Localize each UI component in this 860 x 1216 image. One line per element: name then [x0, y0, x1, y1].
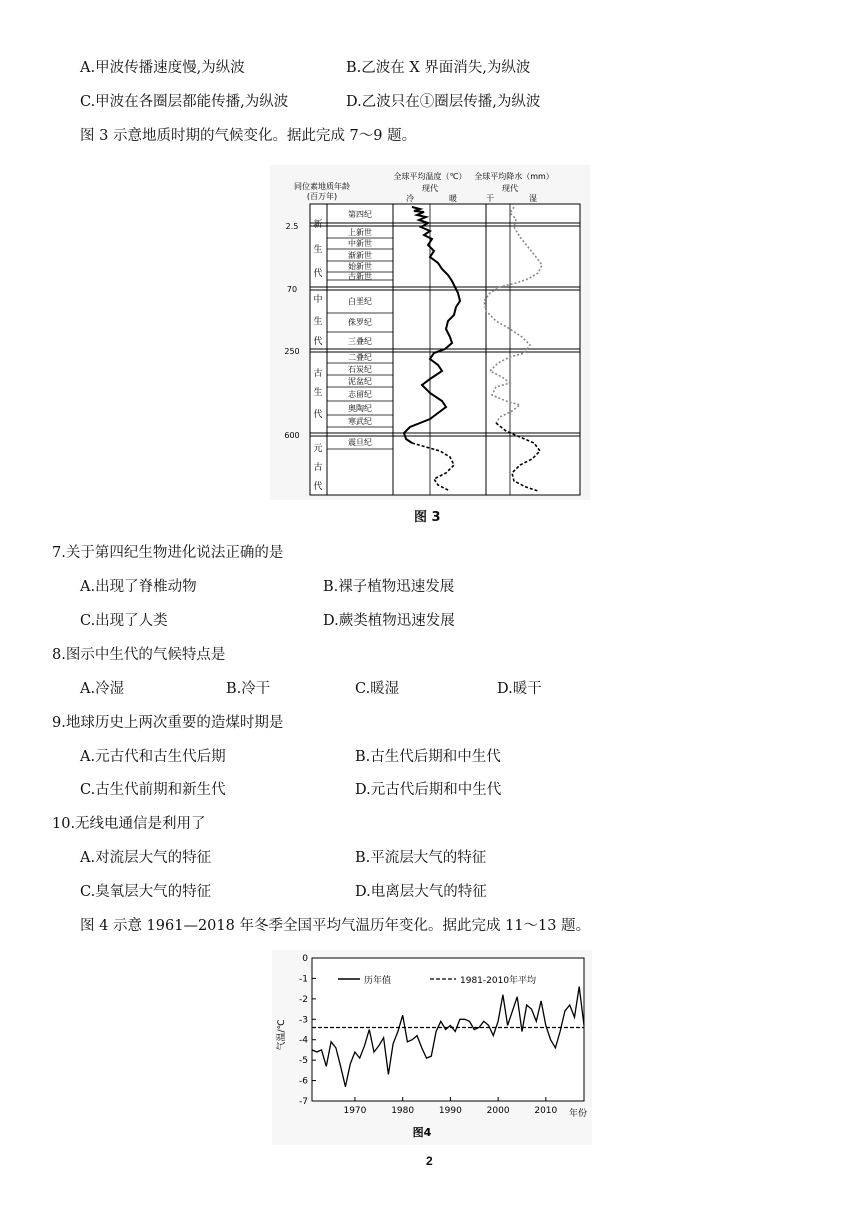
figure3-svg — [270, 165, 590, 500]
figure3-caption: 图 3 — [414, 510, 441, 525]
figure4-svg — [272, 950, 592, 1145]
x-tick-label: 1990 — [438, 1106, 462, 1116]
q7-option-a: A.出现了脊椎动物 — [80, 579, 197, 595]
y-tick-label: -7 — [299, 1097, 308, 1107]
q8-option-b: B.冷干 — [226, 681, 271, 697]
q8-option-c: C.暖湿 — [355, 681, 400, 697]
x-tick-label: 1970 — [343, 1106, 367, 1116]
era-char: 生 — [313, 245, 323, 255]
x-tick-label: 2010 — [534, 1106, 558, 1116]
x-axis-label: 年份 — [568, 1109, 588, 1119]
q6-option-b: B.乙波在 X 界面消失,为纵波 — [346, 60, 531, 76]
legend-dashed-label: 1981-2010年平均 — [460, 976, 537, 986]
era-char: 古 — [313, 369, 323, 379]
wet-label: 湿 — [529, 194, 537, 203]
q10-option-c: C.臭氧层大气的特征 — [80, 884, 212, 900]
age-label: 600 — [284, 431, 300, 440]
q8-option-a: A.冷湿 — [80, 681, 125, 697]
q10-stem: 10.无线电通信是利用了 — [52, 816, 206, 832]
period-label: 侏罗纪 — [348, 318, 372, 327]
era-char: 中 — [313, 295, 323, 305]
period-label: 二叠纪 — [348, 353, 372, 362]
period-label: 寒武纪 — [348, 417, 372, 426]
q7-option-b: B.裸子植物迅速发展 — [323, 579, 455, 595]
dry-label: 干 — [486, 194, 494, 203]
q6-option-a: A.甲波传播速度慢,为纵波 — [80, 60, 245, 76]
q7-option-c: C.出现了人类 — [80, 613, 168, 629]
y-tick-label: -1 — [299, 974, 308, 985]
age-header-1: 同位素地质年龄 — [294, 182, 350, 191]
y-tick-label: -4 — [299, 1035, 308, 1046]
period-label: 震旦纪 — [348, 438, 372, 447]
q9-option-a: A.元古代和古生代后期 — [80, 749, 226, 765]
q7-option-d: D.蕨类植物迅速发展 — [323, 613, 455, 629]
x-tick-label: 1980 — [391, 1106, 415, 1116]
cold-label: 冷 — [406, 194, 414, 203]
y-tick-label: 0 — [302, 954, 308, 964]
q10-option-a: A.对流层大气的特征 — [80, 850, 212, 866]
q10-option-d: D.电离层大气的特征 — [355, 884, 487, 900]
period-label: 石炭纪 — [348, 365, 372, 374]
y-tick-label: -6 — [299, 1076, 308, 1087]
period-label: 奥陶纪 — [348, 404, 372, 413]
figure3-intro: 图 3 示意地质时期的气候变化。据此完成 7～9 题。 — [80, 128, 417, 144]
q9-option-d: D.元古代后期和中生代 — [355, 782, 502, 798]
era-char: 古 — [313, 463, 323, 473]
figure4-chart — [272, 950, 592, 1145]
warm-label: 暖 — [449, 194, 457, 203]
page-number: 2 — [426, 1154, 433, 1168]
period-label: 始新世 — [348, 262, 372, 271]
era-char: 生 — [313, 317, 323, 327]
period-label: 三叠纪 — [348, 337, 372, 346]
period-label: 白垩纪 — [348, 297, 372, 306]
era-char: 代 — [313, 269, 323, 279]
period-label: 古新世 — [348, 272, 372, 281]
precip-header: 全球平均降水（mm） — [474, 172, 554, 181]
age-label: 2.5 — [285, 222, 299, 231]
era-char: 元 — [313, 444, 323, 454]
y-tick-label: -2 — [299, 994, 308, 1005]
era-char: 代 — [313, 337, 323, 347]
temp-header: 全球平均温度（℃） — [393, 172, 467, 181]
age-label: 70 — [286, 285, 298, 294]
q9-option-b: B.古生代后期和中生代 — [355, 749, 501, 765]
period-label: 上新世 — [348, 228, 372, 237]
age-label: 250 — [284, 347, 300, 356]
figure4-caption: 图4 — [412, 1126, 432, 1139]
period-label: 中新世 — [348, 239, 372, 248]
q6-option-d: D.乙波只在①圈层传播,为纵波 — [346, 94, 541, 110]
precip-now-label: 现代 — [502, 184, 518, 193]
q8-option-d: D.暖干 — [497, 681, 542, 697]
figure3-geologic-climate — [270, 165, 590, 500]
q10-option-b: B.平流层大气的特征 — [355, 850, 487, 866]
q6-option-c: C.甲波在各圈层都能传播,为纵波 — [80, 94, 289, 110]
era-char: 代 — [313, 482, 323, 492]
y-tick-label: -3 — [299, 1015, 308, 1026]
period-label: 第四纪 — [348, 210, 372, 219]
q8-stem: 8.图示中生代的气候特点是 — [52, 647, 226, 663]
era-char: 生 — [313, 388, 323, 398]
period-label: 渐新世 — [348, 251, 372, 260]
y-axis-label: 气温/℃ — [277, 1019, 287, 1051]
q7-stem: 7.关于第四纪生物进化说法正确的是 — [52, 545, 284, 561]
legend-solid-label: 历年值 — [364, 976, 392, 986]
era-char: 代 — [313, 410, 323, 420]
age-header-2: (百万年) — [306, 192, 338, 201]
q9-option-c: C.古生代前期和新生代 — [80, 782, 226, 798]
temp-now-label: 现代 — [422, 184, 438, 193]
y-tick-label: -5 — [299, 1056, 308, 1067]
period-label: 泥盆纪 — [348, 377, 372, 386]
period-label: 志留纪 — [348, 390, 372, 399]
q9-stem: 9.地球历史上两次重要的造煤时期是 — [52, 715, 284, 731]
era-char: 新 — [313, 220, 323, 230]
x-tick-label: 2000 — [486, 1106, 510, 1116]
figure4-intro: 图 4 示意 1961—2018 年冬季全国平均气温历年变化。据此完成 11～13 题。 — [80, 918, 591, 934]
